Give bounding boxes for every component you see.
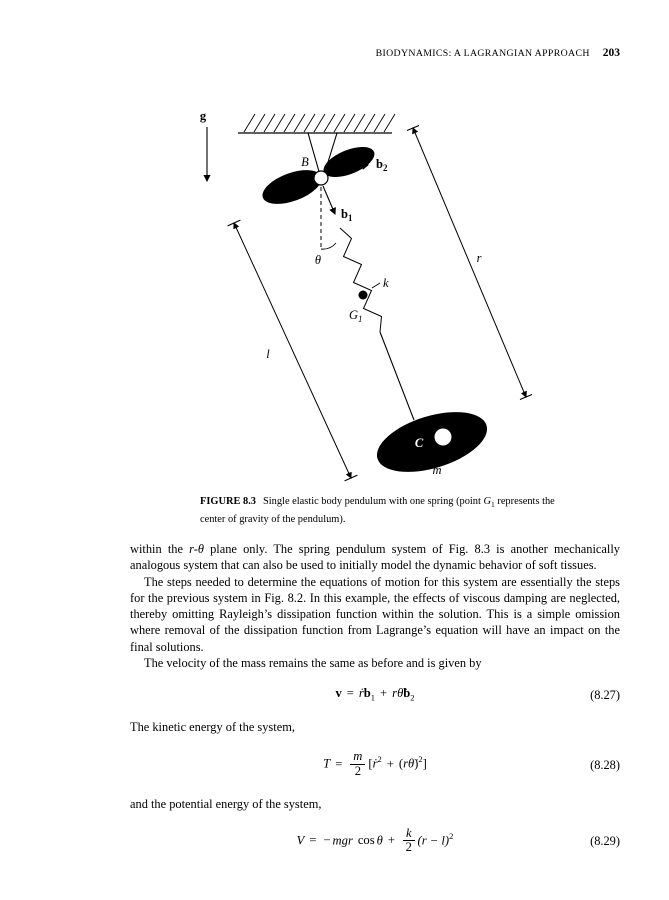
- cg-label: $G_1$: [349, 308, 363, 324]
- inline-variable-r-theta: r-θ: [189, 542, 204, 556]
- radius-dimension-r: [407, 126, 532, 400]
- spring-constant-label: k: [383, 276, 389, 290]
- mass-label: m: [432, 463, 442, 477]
- paragraph-5: and the potential energy of the system,: [130, 796, 322, 811]
- equation-8-28: [130, 748, 620, 782]
- fraction-m-over-2: $\frac{m}{2}$: [350, 750, 365, 779]
- spring-lower-link: [380, 332, 414, 420]
- equation-number-8-27: (8.27): [590, 688, 620, 703]
- equation-8-29-expression: V = − mgr cos θ + $\frac{k}{2}$ $(r - l)^2$: [296, 825, 454, 855]
- paragraph-1: within the r-θ plane only. The spring pendulum system of Fig. 8.3 is another mechanically analogous system that can also be used to initially model the dynamic behavior of soft tissues.: [130, 542, 620, 573]
- potential-energy-symbol: V: [296, 832, 305, 847]
- ceiling-hatching: [244, 114, 395, 132]
- gravity-label: g: [199, 109, 207, 123]
- figure-caption-label: FIGURE 8.3: [200, 496, 256, 507]
- equation-8-27: [130, 683, 620, 707]
- length-label: l: [266, 347, 270, 361]
- equation-8-27-expression: v = ṙb$_1$ + $r\thetȧb_2$: [335, 685, 415, 703]
- body-center-label: C: [414, 436, 424, 450]
- pivot-point-circle: [314, 171, 328, 185]
- equation-number-8-28: (8.28): [590, 757, 620, 772]
- equation-number-8-29: (8.29): [590, 833, 620, 848]
- k-leader-line: [372, 283, 380, 288]
- theta-angle-arc: [321, 243, 336, 249]
- body-center-point: [435, 429, 452, 446]
- velocity-vector-symbol: v: [335, 685, 342, 700]
- figure-caption: [200, 495, 568, 527]
- equation-8-29: [130, 824, 620, 858]
- theta-label: θ: [314, 253, 322, 267]
- b2-label: $b_2$: [376, 157, 388, 173]
- pivot-body-left-lobe: [258, 163, 326, 211]
- b1-label: $b_1$: [341, 207, 353, 223]
- paragraph-4: The kinetic energy of the system,: [130, 720, 295, 735]
- equation-8-28-expression: T = $\frac{m}{2}$ [ṙ$^2$ + (rθ̇)$^2$]: [323, 749, 427, 779]
- running-title: BIODYNAMICS: A LAGRANGIAN APPROACH: [375, 48, 590, 59]
- length-dimension-l: [228, 220, 358, 481]
- radius-label: r: [476, 251, 482, 265]
- paragraph-3: The velocity of the mass remains the same as before and is given by: [144, 656, 482, 671]
- support-line-left: [308, 133, 320, 175]
- b1-vector-arrow: [323, 186, 335, 214]
- figure-caption-text: Single elastic body pendulum with one spring (point $G_1$ represents the center of gravity of the pendulum).: [200, 496, 555, 525]
- paragraph-2: The steps needed to determine the equations of motion for this system are essentially the steps for the previous system in Fig. 8.2. In this example, the effects of viscous damping are neglected, thereby omitting Rayleigh’s dissipation function within the solution. This is a simple omission where removal of the dissipation function from Lagrange’s equation will have an impact on the final solutions.: [130, 574, 620, 654]
- caption-cg-symbol: G: [483, 496, 492, 507]
- cg-point-dot: [359, 291, 368, 300]
- page-number: 203: [602, 47, 620, 59]
- kinetic-energy-symbol: T: [323, 756, 331, 771]
- pivot-label: B: [301, 155, 309, 169]
- body-text: [130, 541, 620, 872]
- fraction-k-over-2: $\frac{k}{2}$: [403, 827, 415, 856]
